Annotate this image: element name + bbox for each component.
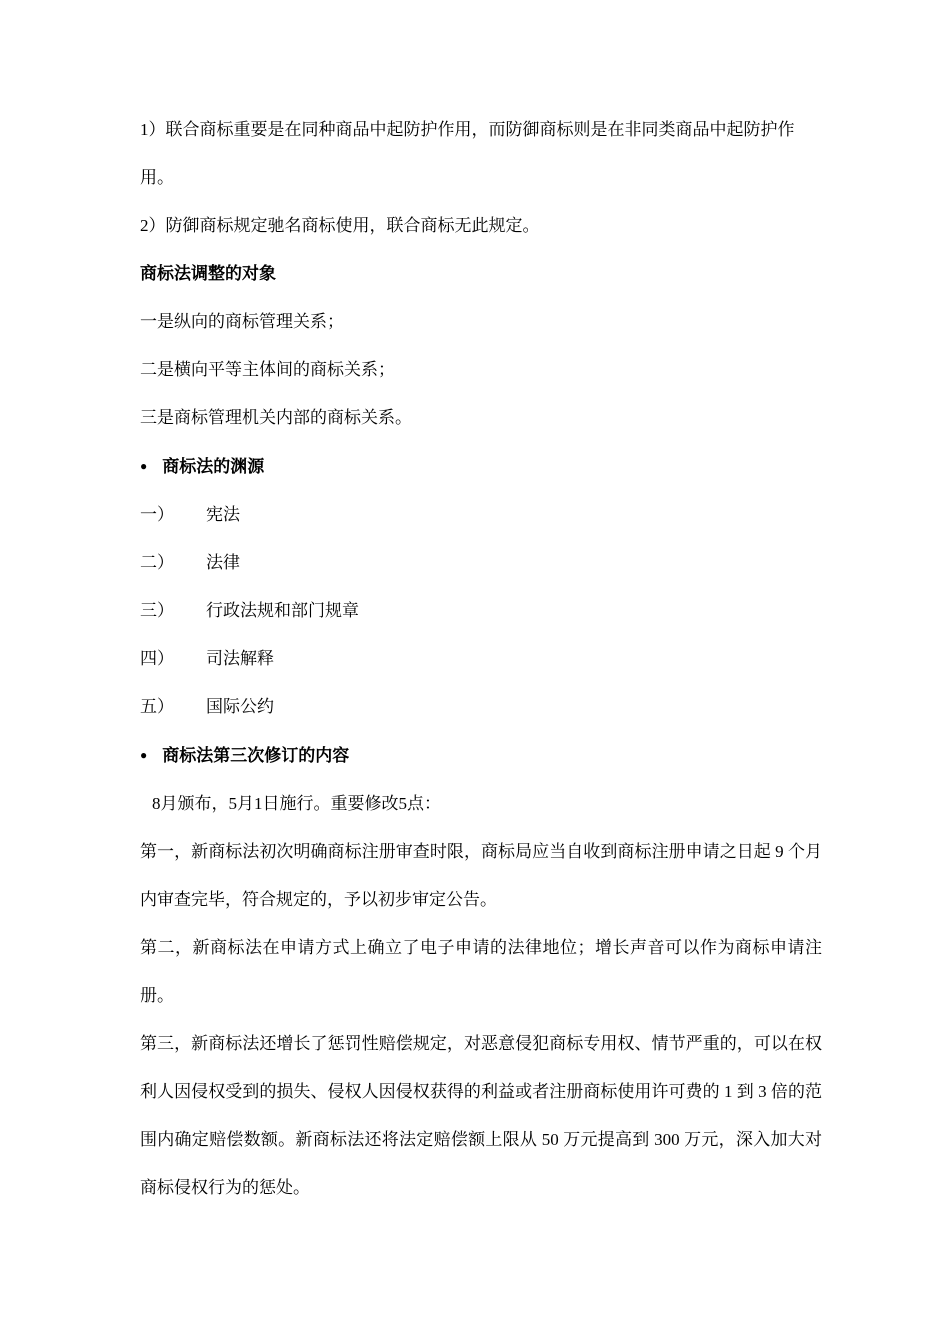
paragraph: 1）联合商标重要是在同种商品中起防护作用，而防御商标则是在非同类商品中起防护作用。 [140, 120, 795, 187]
paragraph: 二是横向平等主体间的商标关系； [140, 360, 395, 379]
paragraph: 2）防御商标规定驰名商标使用，联合商标无此规定。 [140, 216, 540, 235]
list-item [140, 587, 822, 635]
paragraph: 8月颁布，5月1日施行。重要修改5点： [152, 794, 441, 813]
section-heading: 商标法调整的对象 [140, 264, 276, 283]
paragraph: 三是商标管理机关内部的商标关系。 [140, 408, 412, 427]
paragraph: 第二，新商标法在申请方式上确立了电子申请的法律地位；增长声音可以作为商标申请注册。 [140, 938, 822, 1005]
bullet-icon: ● [140, 748, 148, 762]
list-item [140, 683, 822, 731]
list-item-text: 国际公约 [206, 697, 274, 716]
list-item [140, 539, 822, 587]
bullet-icon: ● [140, 459, 148, 473]
heading-text: 商标法的渊源 [162, 457, 265, 476]
list-item-text: 法律 [206, 553, 240, 572]
list-item-text: 司法解释 [206, 649, 274, 668]
paragraph: 一是纵向的商标管理关系； [140, 312, 344, 331]
list-item [140, 491, 822, 539]
paragraph: 第三，新商标法还增长了惩罚性赔偿规定，对恶意侵犯商标专用权、情节严重的，可以在权利人因侵权受到的损失、侵权人因侵权获得的利益或者注册商标使用许可费的 1 到 3 倍的范围内确定赔偿数额。新商标法还将法定赔偿额上限从 50 万元提高到 300 万元，深入加大对商标侵权行为的惩处。 [140, 1034, 822, 1197]
list-item-text: 宪法 [206, 505, 240, 524]
bullet-section-heading [140, 442, 822, 491]
list-item-marker: 五） [140, 697, 174, 716]
paragraph: 第一，新商标法初次明确商标注册审查时限，商标局应当自收到商标注册申请之日起 9 个月内审查完毕，符合规定的，予以初步审定公告。 [140, 842, 822, 909]
list-item-marker: 四） [140, 649, 174, 668]
list-item-marker: 二） [140, 553, 174, 572]
heading-text: 商标法第三次修订的内容 [162, 746, 350, 765]
bullet-section-heading [140, 731, 822, 780]
list-item-marker: 三） [140, 601, 174, 620]
list-item [140, 635, 822, 683]
list-item-marker: 一） [140, 505, 174, 524]
document-content [140, 106, 822, 1212]
list-item-text: 行政法规和部门规章 [206, 601, 359, 620]
